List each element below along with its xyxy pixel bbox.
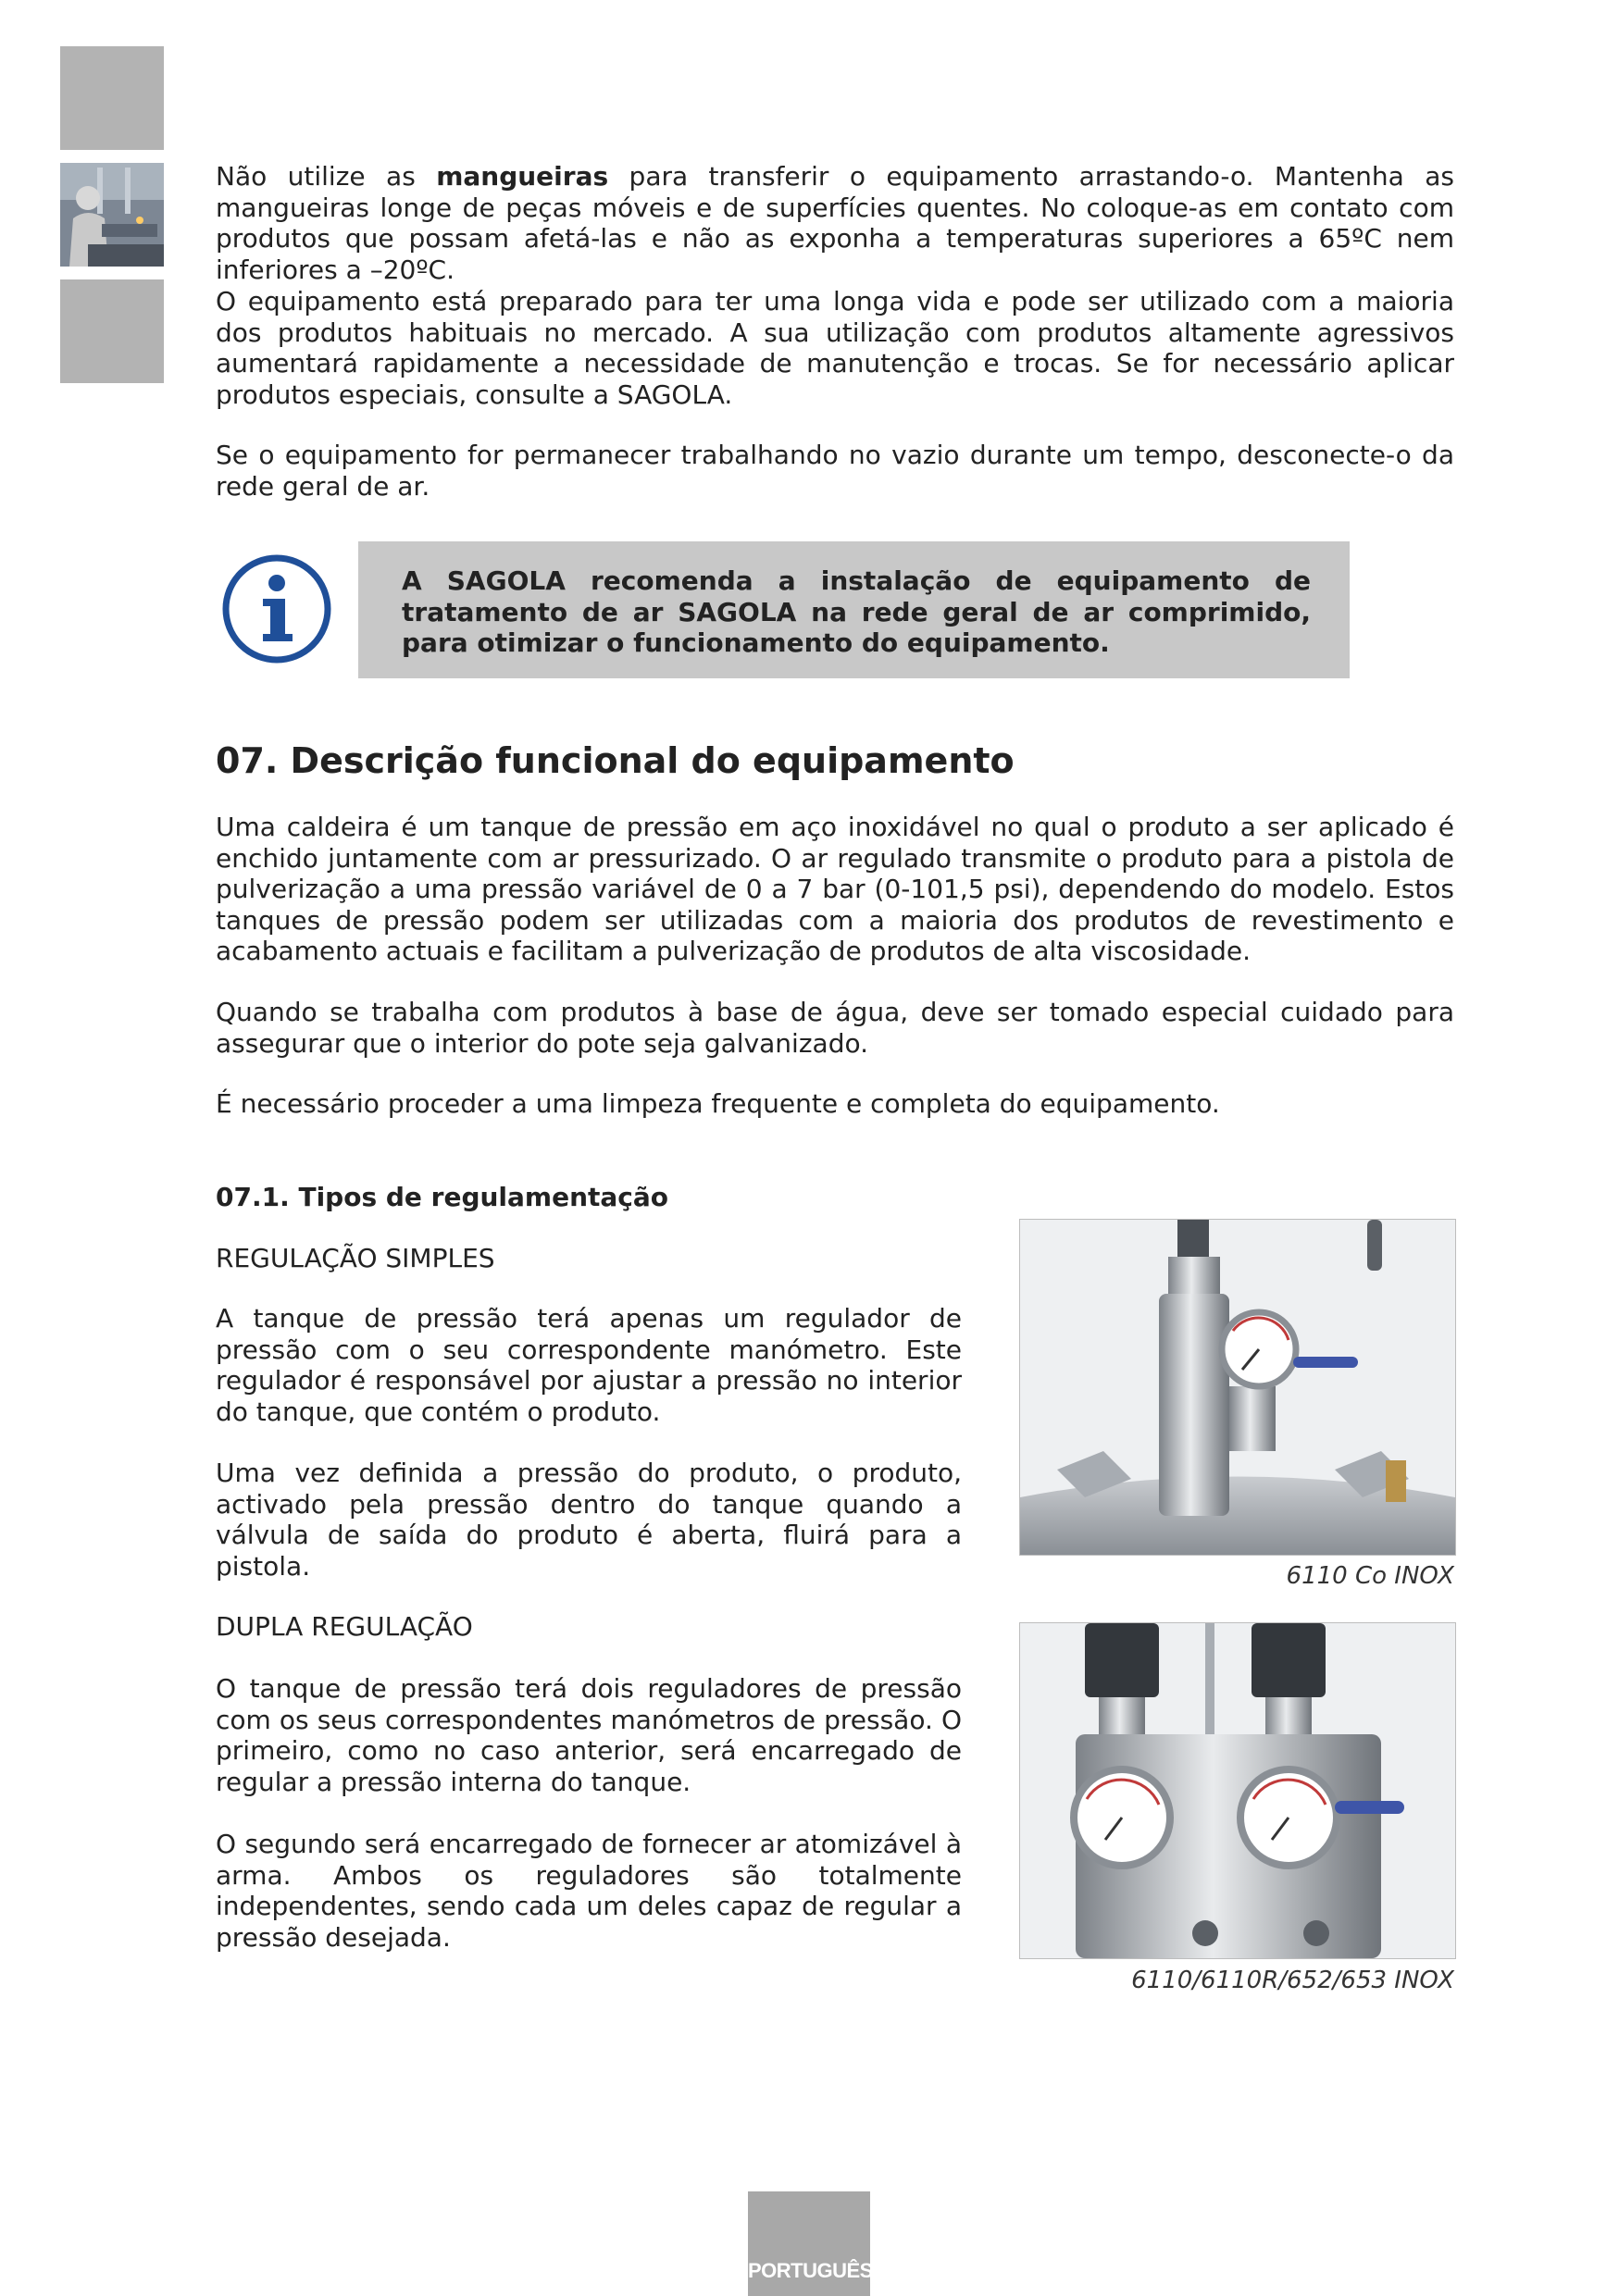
single-regulator-photo: [1019, 1219, 1456, 1556]
paragraph-water-based: Quando se trabalha com produtos à base de água, deve ser tomado especial cuidado para assegurar que o interior do pote seja galvanizado.: [216, 997, 1454, 1059]
simple-regulation-p2: Uma vez definida a pressão do produto, o produto, activado pela pressão dentro do tanque quando a válvula de saída do produto é aberta, fluirá para a pistola.: [216, 1458, 962, 1582]
recommendation-note: [358, 541, 1350, 678]
subsection-title: 07.1. Tipos de regulamentação: [216, 1182, 669, 1212]
paragraph-cleaning: É necessário proceder a uma limpeza frequente e completa do equipamento.: [216, 1088, 1220, 1119]
paragraph-description: Uma caldeira é um tanque de pressão em aço inoxidável no qual o produto a ser aplicado é enchido juntamente com ar pressurizado. O ar regulado transmite o produto para a pistola de pulverização a uma pressão variável de 0 a 7 bar (0-101,5 psi), dependendo do modelo. Estos tanques de pressão podem ser utilizadas com a maioria dos produtos de revestimento e acabamento actuais e facilitam a pulverização de produtos de alta viscosidade.: [216, 812, 1454, 966]
paragraph-lifespan: O equipamento está preparado para ter uma longa vida e pode ser utilizado com a maioria dos produtos habituais no mercado. A sua utilização com produtos altamente agressivos aumentará rapidamente a necessidade de manutenção e trocas. Se for necessário aplicar produtos especiais, consulte a SAGOLA.: [216, 286, 1454, 410]
simple-regulation-p1: A tanque de pressão terá apenas um regulador de pressão com o seu correspondente manómetro. Este regulador é responsável por ajustar a pressão no interior do tanque, que contém o produto.: [216, 1303, 962, 1427]
bold-term-hoses: mangueiras: [436, 161, 609, 192]
side-tab-bottom: [60, 279, 164, 383]
double-regulator-photo: [1019, 1622, 1456, 1959]
language-tab: [748, 2191, 873, 2296]
simple-regulation-heading: REGULAÇÃO SIMPLES: [216, 1243, 495, 1273]
double-regulator-caption: 6110/6110R/652/653 INOX: [1131, 1967, 1454, 1994]
side-tab-photo: [60, 163, 164, 267]
note-text: A SAGOLA recomenda a instalação de equipamento de tratamento de ar SAGOLA na rede geral de ar comprimido, para otimizar o funcionamento do equipamento.: [402, 565, 1311, 658]
double-regulation-p1: O tanque de pressão terá dois reguladores de pressão com os seus correspondentes manómetros de pressão. O primeiro, como no caso anterior, será encarregado de regular a pressão interna do tanque.: [216, 1673, 962, 1797]
double-regulation-p2: O segundo será encarregado de fornecer ar atomizável à arma. Ambos os reguladores são totalmente independentes, sendo cada um deles capaz de regular a pressão desejada.: [216, 1829, 962, 1953]
side-tab-top: [60, 46, 164, 150]
paragraph-disconnect: Se o equipamento for permanecer trabalhando no vazio durante um tempo, desconecte-o da rede geral de ar.: [216, 440, 1454, 502]
double-regulation-heading: DUPLA REGULAÇÃO: [216, 1611, 473, 1642]
single-regulator-caption: 6110 Co INOX: [1286, 1562, 1454, 1590]
language-label: PORTUGUÊS: [748, 2259, 873, 2282]
section-title: 07. Descrição funcional do equipamento: [216, 740, 1015, 781]
info-icon: [220, 552, 333, 665]
paragraph-hoses: Não utilize as mangueiras para transferir o equipamento arrastando-o. Mantenha as mangueiras longe de peças móveis e de superfícies quentes. No coloque-as em contato com produtos que possam afetá-las e não as exponha a temperaturas superiores a 65ºC nem inferiores a –20ºC.: [216, 161, 1454, 285]
